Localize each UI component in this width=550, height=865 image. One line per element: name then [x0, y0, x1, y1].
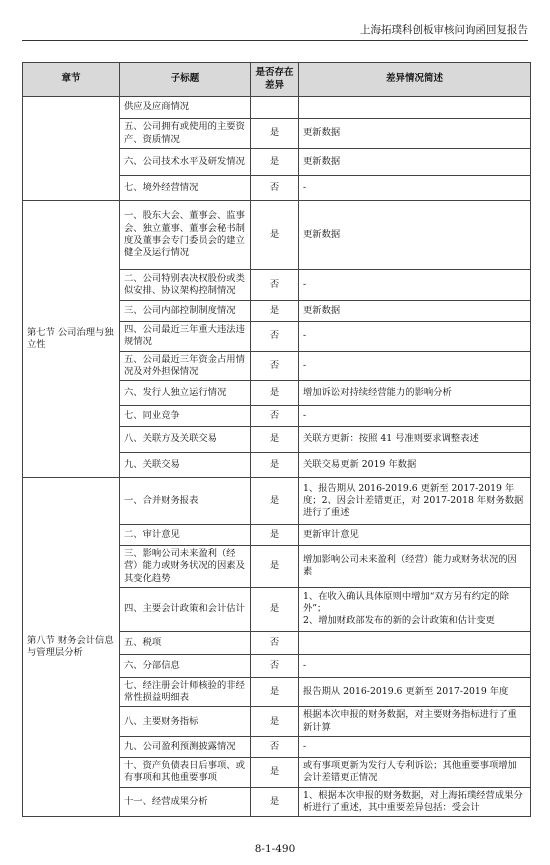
subtitle-cell: 九、关联交易: [120, 453, 251, 478]
summary-cell: [299, 631, 531, 654]
diff-cell: 是: [251, 707, 299, 737]
diff-cell: 否: [251, 270, 299, 301]
diff-cell: 否: [251, 322, 299, 352]
subtitle-cell: 十一、经营成果分析: [120, 787, 251, 817]
summary-cell: -: [299, 654, 531, 677]
subtitle-cell: 十、资产负债表日后事项、或有事项和其他重要事项: [120, 757, 251, 787]
summary-cell: 关联方更新：按照 41 号准则要求调整表述: [299, 427, 531, 453]
subtitle-cell: 三、影响公司未来盈利（经营）能力或财务状况的因素及其变化趋势: [120, 546, 251, 588]
col-header-summary: 差异情况简述: [299, 63, 531, 97]
diff-cell: 是: [251, 546, 299, 588]
diff-cell: 是: [251, 149, 299, 176]
subtitle-cell: 八、主要财务指标: [120, 707, 251, 737]
subtitle-cell: 七、同业竞争: [120, 406, 251, 427]
subtitle-cell: 一、股东大会、董事会、监事会、独立董事、董事会秘书制度及董事会专门委员会的建立健全及运行情况: [120, 201, 251, 270]
summary-cell: [299, 97, 531, 119]
diff-cell: 是: [251, 787, 299, 817]
subtitle-cell: 九、公司盈利预测披露情况: [120, 736, 251, 757]
diff-cell: 是: [251, 587, 299, 631]
diff-cell: 是: [251, 301, 299, 322]
subtitle-cell: 一、合并财务报表: [120, 478, 251, 525]
subtitle-cell: 五、公司最近三年资金占用情况及对外担保情况: [120, 351, 251, 381]
subtitle-cell: 二、审计意见: [120, 525, 251, 546]
header-rule: [22, 40, 528, 41]
summary-cell: 1、根据本次申报的财务数据，对上海拓璞经营成果分析进行了重述，其中重要差异包括：受会计: [299, 787, 531, 817]
diff-cell: 否: [251, 736, 299, 757]
diff-cell: 否: [251, 654, 299, 677]
chapter-cell: 第八节 财务会计信息与管理层分析: [23, 478, 120, 817]
page-header-title: 上海拓璞科创板审核问询函回复报告: [360, 24, 528, 36]
diff-cell: 是: [251, 119, 299, 149]
diff-cell: 是: [251, 677, 299, 707]
subtitle-cell: 七、境外经营情况: [120, 176, 251, 201]
diff-cell: 是: [251, 427, 299, 453]
summary-cell: 报告期从 2016-2019.6 更新至 2017-2019 年度: [299, 677, 531, 707]
col-header-subtitle: 子标题: [120, 63, 251, 97]
diff-cell: 否: [251, 631, 299, 654]
summary-cell: 更新数据: [299, 149, 531, 176]
subtitle-cell: 四、主要会计政策和会计估计: [120, 587, 251, 631]
chapter-cell: 第七节 公司治理与独立性: [23, 201, 120, 478]
diff-cell: 是: [251, 757, 299, 787]
difference-table: [22, 62, 531, 817]
subtitle-cell: 五、公司拥有或使用的主要资产、资质情况: [120, 119, 251, 149]
subtitle-cell: 六、分部信息: [120, 654, 251, 677]
summary-cell: 关联交易更新 2019 年数据: [299, 453, 531, 478]
subtitle-cell: 六、发行人独立运行情况: [120, 381, 251, 406]
summary-cell: 根据本次申报的财务数据，对主要财务指标进行了重新计算: [299, 707, 531, 737]
subtitle-cell: 供应及应商情况: [120, 97, 251, 119]
col-header-chapter: 章节: [23, 63, 120, 97]
subtitle-cell: 二、公司特别表决权股份或类似安排、协议架构控制情况: [120, 270, 251, 301]
diff-cell: 是: [251, 525, 299, 546]
table-row: [23, 201, 531, 270]
summary-cell: 1、报告期从 2016-2019.6 更新至 2017-2019 年度；2、因会计差错更正，对 2017-2018 年财务数据进行了重述: [299, 478, 531, 525]
table-header-row: [23, 63, 531, 97]
summary-cell: -: [299, 351, 531, 381]
table-row: [23, 97, 531, 119]
subtitle-cell: 四、公司最近三年重大违法违规情况: [120, 322, 251, 352]
summary-cell: 更新数据: [299, 301, 531, 322]
diff-cell: 是: [251, 381, 299, 406]
diff-cell: 否: [251, 351, 299, 381]
subtitle-cell: 八、关联方及关联交易: [120, 427, 251, 453]
subtitle-cell: 五、税项: [120, 631, 251, 654]
diff-cell: [251, 97, 299, 119]
col-header-diff: 是否存在 差异: [251, 63, 299, 97]
summary-cell: 增加影响公司未来盈利（经营）能力或财务状况的因素: [299, 546, 531, 588]
summary-cell: 或有事项更新为发行人专利诉讼；其他重要事项增加会计差错更正情况: [299, 757, 531, 787]
diff-cell: 否: [251, 406, 299, 427]
table-row: [23, 478, 531, 525]
diff-cell: 是: [251, 201, 299, 270]
diff-cell: 是: [251, 478, 299, 525]
summary-cell: 增加诉讼对持续经营能力的影响分析: [299, 381, 531, 406]
subtitle-cell: 六、公司技术水平及研发情况: [120, 149, 251, 176]
summary-cell: -: [299, 176, 531, 201]
summary-cell: -: [299, 270, 531, 301]
summary-cell: -: [299, 322, 531, 352]
summary-cell: -: [299, 406, 531, 427]
page-number: 8-1-490: [254, 843, 296, 855]
diff-cell: 是: [251, 453, 299, 478]
summary-cell: 更新审计意见: [299, 525, 531, 546]
chapter-cell: [23, 97, 120, 201]
summary-cell: 更新数据: [299, 119, 531, 149]
diff-cell: 否: [251, 176, 299, 201]
summary-cell: 更新数据: [299, 201, 531, 270]
subtitle-cell: 七、经注册会计师核验的非经常性损益明细表: [120, 677, 251, 707]
subtitle-cell: 三、公司内部控制制度情况: [120, 301, 251, 322]
summary-cell: -: [299, 736, 531, 757]
summary-cell: 1、在收入确认具体原则中增加“双方另有约定的除外”； 2、增加财政部发布的新的会计政策和估计变更: [299, 587, 531, 631]
